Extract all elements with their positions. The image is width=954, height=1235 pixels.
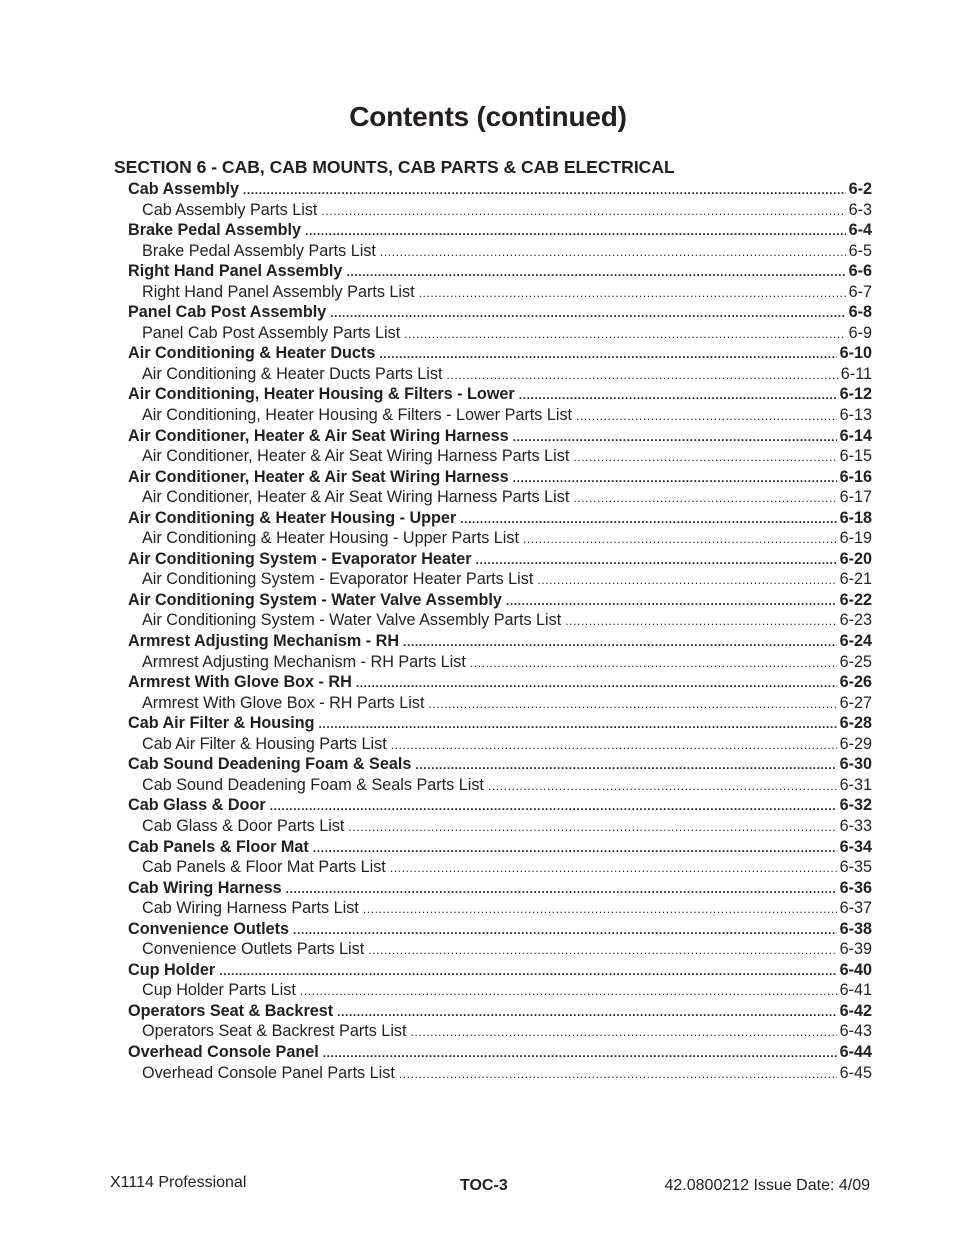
toc-entry-main[interactable] <box>128 426 872 447</box>
toc-entry-sub[interactable] <box>128 857 872 878</box>
toc-entry-main[interactable] <box>128 960 872 981</box>
toc-entry-label: Cab Glass & Door Parts List <box>142 816 345 835</box>
toc-entry-main[interactable] <box>128 590 872 611</box>
toc-entry-page: 6-33 <box>839 816 872 835</box>
dot-leader <box>346 262 845 282</box>
toc-entry-main[interactable] <box>128 878 872 899</box>
toc-entry-sub[interactable] <box>128 282 872 303</box>
toc-entry-page: 6-30 <box>839 755 872 774</box>
toc-entry-label: Convenience Outlets <box>128 919 290 938</box>
section-heading: SECTION 6 - CAB, CAB MOUNTS, CAB PARTS & CAB ELECTRICAL <box>114 157 675 177</box>
toc-entry-label: Right Hand Panel Assembly Parts List <box>142 282 415 301</box>
toc-entry-main[interactable] <box>128 1001 872 1022</box>
dot-leader <box>219 961 836 981</box>
toc-entry-page: 6-29 <box>839 734 872 753</box>
toc-entry-sub[interactable] <box>128 487 872 508</box>
dot-leader <box>476 550 837 570</box>
footer-left: X1114 Professional <box>110 1174 247 1191</box>
toc-entry-page: 6-14 <box>839 426 872 445</box>
toc-entry-page: 6-9 <box>848 323 872 342</box>
toc-entry-label: Cab Air Filter & Housing <box>128 714 315 733</box>
dot-leader <box>470 653 837 673</box>
dot-leader <box>513 427 837 447</box>
toc-entry-label: Air Conditioning & Heater Housing - Upper Parts List <box>142 529 519 548</box>
toc-entry-main[interactable] <box>128 837 872 858</box>
toc-entry-label: Air Conditioning & Heater Housing - Upper <box>128 508 457 527</box>
toc-entry-label: Air Conditioning System - Evaporator Heater Parts List <box>142 570 534 589</box>
toc-entry-label: Brake Pedal Assembly <box>128 221 302 240</box>
toc-entry-label: Air Conditioning System - Water Valve Assembly <box>128 590 502 609</box>
dot-leader <box>523 529 837 549</box>
dot-leader <box>460 509 836 529</box>
toc-entry-main[interactable] <box>128 713 872 734</box>
toc-entry-label: Brake Pedal Assembly Parts List <box>142 241 376 260</box>
toc-entry-main[interactable] <box>128 754 872 775</box>
toc-entry-label: Air Conditioning & Heater Ducts <box>128 344 376 363</box>
toc-entry-label: Cab Assembly <box>128 180 239 198</box>
toc-entry-label: Air Conditioner, Heater & Air Seat Wiring Harness Parts List <box>142 488 570 507</box>
dot-leader <box>330 303 845 323</box>
toc-entry-main[interactable] <box>128 672 872 693</box>
dot-leader <box>286 879 837 899</box>
dot-leader <box>363 899 837 919</box>
toc-entry-page: 6-16 <box>839 467 872 486</box>
toc-entry-label: Operators Seat & Backrest <box>128 1001 334 1020</box>
dot-leader <box>243 180 846 200</box>
dot-leader <box>411 1022 837 1042</box>
dot-leader <box>348 817 836 837</box>
toc-entry-sub[interactable] <box>128 569 872 590</box>
toc-entry-sub[interactable] <box>128 323 872 344</box>
dot-leader <box>573 488 836 508</box>
toc-list <box>128 179 872 1083</box>
toc-entry-label: Cup Holder <box>128 960 216 979</box>
dot-leader <box>379 344 836 364</box>
toc-entry-main[interactable] <box>128 549 872 570</box>
toc-entry-label: Overhead Console Panel <box>128 1042 319 1061</box>
page-title: Contents (continued) <box>349 101 627 132</box>
toc-entry-label: Air Conditioning System - Water Valve Assembly Parts List <box>142 611 562 630</box>
dot-leader <box>337 1002 836 1022</box>
dot-leader <box>506 591 837 611</box>
toc-entry-page: 6-43 <box>839 1022 872 1041</box>
dot-leader <box>313 838 837 858</box>
footer-right: 42.0800212 Issue Date: 4/09 <box>664 1177 870 1194</box>
toc-entry-label: Cab Wiring Harness Parts List <box>142 899 359 918</box>
toc-entry-sub[interactable] <box>128 446 872 467</box>
dot-leader <box>368 940 836 960</box>
toc-entry-page: 6-41 <box>839 981 872 1000</box>
toc-entry-page: 6-22 <box>839 590 872 609</box>
toc-entry-main[interactable] <box>128 302 872 323</box>
toc-entry-sub[interactable] <box>128 734 872 755</box>
toc-entry-page: 6-40 <box>839 960 872 979</box>
toc-entry-page: 6-28 <box>839 714 872 733</box>
toc-entry-label: Air Conditioning System - Evaporator Heater <box>128 549 472 568</box>
dot-leader <box>380 242 846 262</box>
toc-entry-main[interactable] <box>128 919 872 940</box>
toc-entry-main[interactable] <box>128 631 872 652</box>
toc-entry-page: 6-25 <box>839 652 872 671</box>
toc-entry-page: 6-24 <box>839 632 872 651</box>
toc-entry-label: Convenience Outlets Parts List <box>142 940 365 959</box>
toc-entry-sub[interactable] <box>128 610 872 631</box>
toc-entry-main[interactable] <box>128 795 872 816</box>
toc-entry-sub[interactable] <box>128 200 872 221</box>
toc-entry-page: 6-26 <box>839 673 872 692</box>
toc-entry-main[interactable] <box>128 384 872 405</box>
toc-entry-page: 6-45 <box>839 1063 872 1082</box>
toc-entry-page: 6-12 <box>839 385 872 404</box>
toc-entry-page: 6-20 <box>839 549 872 568</box>
toc-entry-label: Panel Cab Post Assembly Parts List <box>142 323 401 342</box>
dot-leader <box>488 776 837 796</box>
dot-leader <box>300 981 837 1001</box>
dot-leader <box>391 735 837 755</box>
toc-entry-page: 6-21 <box>839 570 872 589</box>
toc-entry-main[interactable] <box>128 261 872 282</box>
dot-leader <box>428 694 836 714</box>
toc-entry-label: Cab Air Filter & Housing Parts List <box>142 734 387 753</box>
dot-leader <box>323 1043 837 1063</box>
toc-entry-main[interactable] <box>128 179 872 200</box>
toc-entry-page: 6-17 <box>839 488 872 507</box>
toc-entry-sub[interactable] <box>128 816 872 837</box>
toc-entry-page: 6-27 <box>839 693 872 712</box>
dot-leader <box>565 611 836 631</box>
toc-entry-sub[interactable] <box>128 364 872 385</box>
toc-entry-page: 6-15 <box>839 447 872 466</box>
dot-leader <box>415 755 836 775</box>
dot-leader <box>403 632 837 652</box>
toc-entry-label: Cab Glass & Door <box>128 796 266 815</box>
toc-entry-label: Cup Holder Parts List <box>142 981 296 1000</box>
toc-entry-page: 6-34 <box>839 837 872 856</box>
toc-entry-label: Air Conditioning & Heater Ducts Parts List <box>142 364 443 383</box>
toc-entry-page: 6-7 <box>848 282 872 301</box>
toc-entry-label: Cab Sound Deadening Foam & Seals <box>128 755 412 774</box>
toc-entry-page: 6-37 <box>839 899 872 918</box>
toc-entry-sub[interactable] <box>128 241 872 262</box>
toc-entry-page: 6-35 <box>839 858 872 877</box>
dot-leader <box>321 201 845 221</box>
dot-leader <box>390 858 837 878</box>
toc-entry-page: 6-38 <box>839 919 872 938</box>
dot-leader <box>399 1064 837 1084</box>
dot-leader <box>573 447 836 467</box>
toc-entry-sub[interactable] <box>128 939 872 960</box>
toc-entry-page: 6-18 <box>839 508 872 527</box>
dot-leader <box>270 796 837 816</box>
toc-entry-label: Air Conditioner, Heater & Air Seat Wiring Harness Parts List <box>142 447 570 466</box>
toc-entry-page: 6-42 <box>839 1001 872 1020</box>
dot-leader <box>576 406 837 426</box>
toc-entry-page: 6-11 <box>840 364 872 383</box>
toc-entry-sub[interactable] <box>128 1021 872 1042</box>
dot-leader <box>513 468 837 488</box>
dot-leader <box>356 673 837 693</box>
toc-entry-page: 6-44 <box>839 1042 872 1061</box>
toc-entry-main[interactable] <box>128 508 872 529</box>
toc-entry-label: Panel Cab Post Assembly <box>128 303 327 322</box>
toc-entry-sub[interactable] <box>128 1063 872 1084</box>
toc-entry-page: 6-8 <box>848 303 872 322</box>
toc-entry-label: Cab Sound Deadening Foam & Seals Parts List <box>142 775 484 794</box>
toc-entry-page: 6-5 <box>848 241 872 260</box>
toc-entry-label: Armrest With Glove Box - RH Parts List <box>142 693 425 712</box>
toc-entry-page: 6-23 <box>839 611 872 630</box>
toc-entry-sub[interactable] <box>128 775 872 796</box>
toc-entry-label: Cab Panels & Floor Mat <box>128 837 309 856</box>
toc-entry-label: Air Conditioner, Heater & Air Seat Wiring Harness <box>128 467 509 486</box>
toc-entry-sub[interactable] <box>128 528 872 549</box>
dot-leader <box>404 324 845 344</box>
toc-entry-page: 6-13 <box>839 406 872 425</box>
dot-leader <box>519 385 837 405</box>
toc-entry-sub[interactable] <box>128 405 872 426</box>
toc-entry-label: Armrest With Glove Box - RH <box>128 673 352 692</box>
toc-entry-main[interactable] <box>128 343 872 364</box>
toc-entry-sub[interactable] <box>128 898 872 919</box>
footer-page-number: TOC-3 <box>460 1177 508 1194</box>
dot-leader <box>537 570 836 590</box>
toc-entry-page: 6-19 <box>839 529 872 548</box>
toc-entry-label: Cab Panels & Floor Mat Parts List <box>142 858 386 877</box>
toc-entry-label: Armrest Adjusting Mechanism - RH <box>128 632 400 651</box>
toc-entry-label: Cab Wiring Harness <box>128 878 282 897</box>
toc-entry-page: 6-2 <box>848 180 872 198</box>
toc-entry-label: Air Conditioning, Heater Housing & Filters - Lower <box>128 385 515 404</box>
dot-leader <box>447 365 838 385</box>
toc-entry-label: Right Hand Panel Assembly <box>128 262 343 281</box>
toc-entry-label: Air Conditioner, Heater & Air Seat Wiring Harness <box>128 426 509 445</box>
toc-entry-page: 6-3 <box>848 200 872 219</box>
toc-entry-page: 6-39 <box>839 940 872 959</box>
dot-leader <box>305 221 846 241</box>
toc-entry-page: 6-32 <box>839 796 872 815</box>
toc-entry-main[interactable] <box>128 1042 872 1063</box>
toc-entry-page: 6-6 <box>848 262 872 281</box>
toc-entry-main[interactable] <box>128 220 872 241</box>
toc-entry-sub[interactable] <box>128 980 872 1001</box>
toc-entry-page: 6-31 <box>839 775 872 794</box>
toc-entry-label: Operators Seat & Backrest Parts List <box>142 1022 407 1041</box>
toc-entry-main[interactable] <box>128 467 872 488</box>
toc-entry-label: Cab Assembly Parts List <box>142 200 318 219</box>
toc-entry-label: Overhead Console Panel Parts List <box>142 1063 395 1082</box>
toc-entry-label: Air Conditioning, Heater Housing & Filters - Lower Parts List <box>142 406 573 425</box>
toc-entry-page: 6-10 <box>839 344 872 363</box>
toc-entry-sub[interactable] <box>128 693 872 714</box>
toc-entry-page: 6-36 <box>839 878 872 897</box>
toc-entry-sub[interactable] <box>128 652 872 673</box>
toc-entry-label: Armrest Adjusting Mechanism - RH Parts List <box>142 652 466 671</box>
dot-leader <box>318 714 836 734</box>
toc-entry-page: 6-4 <box>848 221 872 240</box>
dot-leader <box>293 920 837 940</box>
dot-leader <box>419 283 846 303</box>
